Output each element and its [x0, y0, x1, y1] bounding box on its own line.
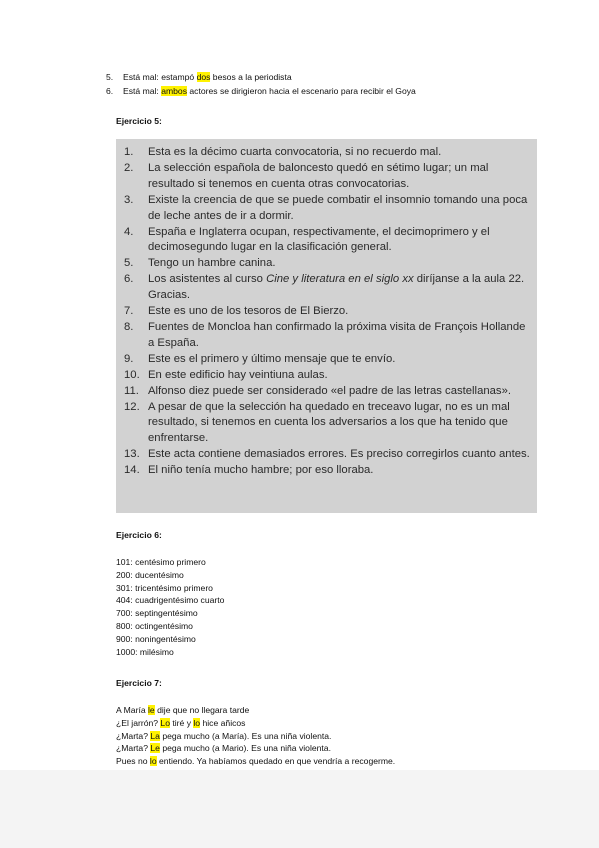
exercise-5-item [124, 384, 534, 400]
highlighted-pronoun: lo [149, 756, 157, 767]
exercise-5-item [124, 225, 534, 257]
ordinal-answer: 800: octingentésimo [116, 620, 193, 631]
exercise-5-item [124, 256, 534, 272]
exercise-5-item [124, 161, 534, 193]
item-number: 11. [124, 384, 139, 397]
highlighted-pronoun: La [150, 730, 160, 741]
sentence-text: ¿El jarrón? [116, 717, 161, 728]
item-text: diríjanse a la aula 22. Gracias. [148, 273, 525, 302]
item-text: El niño tenía mucho hambre; por eso lloraba. [148, 464, 374, 477]
item-number: 8. [124, 320, 134, 333]
item-text: Este acta contiene demasiados errores. Es preciso corregirlos cuanto antes. [148, 448, 530, 461]
ordinal-answer: 1000: milésimo [116, 646, 174, 657]
item-text: A pesar de que la selección ha quedado en treceavo lugar, no es un mal resultado, si tenemos en cuenta los adversarios a los que ha tenido que enfrentarse. [148, 400, 510, 445]
sentence-text: pega mucho (a María). Es una niña violenta. [159, 730, 332, 741]
item-text: Alfonso diez puede ser considerado «el padre de las letras castellanas». [148, 384, 511, 397]
item-number: 12. [124, 400, 140, 413]
item-text: Los asistentes al curso [148, 273, 267, 286]
answer-line-5: 5. Está mal: estampó dos besos a la periodista [106, 72, 292, 82]
highlighted-pronoun: Lo [160, 717, 170, 728]
ordinal-answer: 101: centésimo primero [116, 557, 206, 567]
exercise-5-item [124, 272, 534, 304]
highlighted-word: ambos [161, 86, 188, 96]
sentence-text: entiendo. Ya habíamos quedado en que vendría a recogerme. [156, 756, 396, 767]
ordinal-answer: 301: tricentésimo primero [116, 582, 213, 593]
pronoun-sentence [116, 730, 395, 743]
item-number: 7. [124, 305, 134, 318]
sentence-text: dije que no llegara tarde [154, 705, 250, 715]
sentence-text: hice añicos [200, 717, 246, 728]
ordinal-answer: 200: ducentésimo [116, 569, 184, 580]
exercise-5-heading: Ejercicio 5: [116, 116, 162, 126]
exercise-7-list [116, 704, 395, 768]
ordinal-answer: 900: noningentésimo [116, 633, 196, 644]
pronoun-sentence [116, 717, 395, 730]
sentence-text: tiré y [169, 717, 194, 728]
item-number: 10. [124, 368, 140, 381]
exercise-5-item [124, 400, 534, 448]
sentence-text: ¿Marta? [116, 730, 151, 741]
sentence-text: ¿Marta? [116, 743, 151, 754]
sentence-text: A María [116, 705, 148, 715]
exercise-5-item [124, 447, 534, 463]
exercise-5-item [124, 145, 534, 161]
item-number: 1. [124, 146, 134, 158]
exercise-7-heading: Ejercicio 7: [116, 678, 162, 688]
item-number: 3. [124, 193, 134, 206]
pronoun-sentence [116, 742, 395, 755]
item-number: 13. [124, 448, 140, 461]
item-number: 14. [124, 464, 140, 477]
item-italic-text: Cine y literatura en el siglo xx [266, 273, 414, 286]
item-text: Este es uno de los tesoros de El Bierzo. [148, 305, 349, 318]
exercise-5-list [124, 145, 534, 479]
exercise-6-list [116, 556, 224, 658]
item-number: 2. [124, 161, 134, 174]
item-text: La selección española de baloncesto quedó en sétimo lugar; un mal resultado si tenemos en cuenta otras convocatorias. [148, 161, 489, 190]
exercise-5-item [124, 368, 534, 384]
exercise-6-heading: Ejercicio 6: [116, 530, 162, 540]
item-text: Esta es la décimo cuarta convocatoria, si no recuerdo mal. [148, 146, 442, 158]
sentence-text: pega mucho (a Mario). Es una niña violenta. [159, 743, 331, 754]
item-number: 5. [124, 257, 134, 270]
ordinal-answer: 404: cuadrigentésimo cuarto [116, 595, 225, 606]
item-text: En este edificio hay veintiuna aulas. [148, 368, 328, 381]
exercise-5-item [124, 304, 534, 320]
exercise-5-item [124, 463, 534, 479]
pronoun-sentence [116, 704, 395, 717]
item-number: 9. [124, 352, 134, 365]
item-text: Fuentes de Moncloa han confirmado la próxima visita de François Hollande a España. [148, 320, 526, 349]
item-number: 4. [124, 225, 134, 238]
highlighted-pronoun: le [148, 705, 155, 715]
item-text: Tengo un hambre canina. [148, 257, 276, 270]
item-text: Existe la creencia de que se puede combatir el insomnio tomando una poca de leche antes de ir a dormir. [148, 193, 528, 222]
item-text: Este es el primero y último mensaje que te envío. [148, 352, 396, 365]
ordinal-answer: 700: septingentésimo [116, 608, 198, 619]
exercise-5-item [124, 193, 534, 225]
answer-line-6: 6. Está mal: ambos actores se dirigieron hacia el escenario para recibir el Goya [106, 86, 416, 96]
pronoun-sentence [116, 755, 395, 768]
item-text: España e Inglaterra ocupan, respectivamente, el decimoprimero y el decimosegundo lugar en la clasificación general. [148, 225, 490, 254]
item-number: 6. [124, 273, 134, 286]
highlighted-pronoun: Le [150, 743, 160, 754]
exercise-5-item [124, 352, 534, 368]
scanned-exercise-image [116, 139, 537, 513]
exercise-5-item [124, 320, 534, 352]
highlighted-pronoun: lo [193, 717, 201, 728]
highlighted-word: dos [196, 72, 211, 82]
sentence-text: Pues no [116, 756, 150, 767]
